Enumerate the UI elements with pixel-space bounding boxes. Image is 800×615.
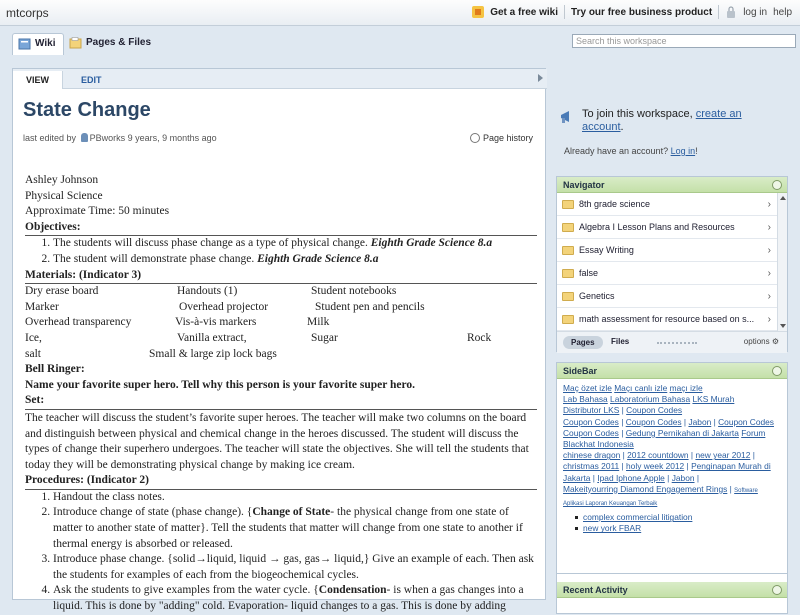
procedure-text: - the physical change from one state of matter to another state of matter}. Tell the students that matter will change from one state to another if thermal energy is absorbed or released. — [53, 506, 523, 550]
objective-item — [53, 252, 537, 268]
objectives-heading: Objectives: — [25, 220, 537, 237]
recent-activity-panel — [556, 574, 788, 614]
procedure-text: Ask the students to give examples from the water cycle. { — [53, 584, 319, 597]
try-business-link[interactable]: Try our free business product — [571, 6, 713, 18]
already-text: Already have an account? — [564, 146, 669, 156]
chevron-right-icon[interactable]: › — [767, 314, 771, 325]
sidebar-link[interactable]: Penginapan Murah di Jakarta — [563, 461, 771, 483]
folder-icon — [562, 246, 574, 255]
doc-subject: Physical Science — [25, 189, 103, 202]
meta-time: 9 years, 9 months ago — [127, 133, 217, 143]
chevron-right-icon[interactable]: › — [767, 268, 771, 279]
bell-ringer-text: Name your favorite super hero. Tell why this person is your favorite super hero. — [25, 378, 416, 391]
objectives-list — [53, 236, 537, 267]
top-bar — [0, 0, 800, 26]
objective-tag: Eighth Grade Science 8.a — [257, 252, 379, 265]
clock-icon — [470, 133, 480, 143]
materials-row — [25, 315, 537, 331]
navigator-scrollbar[interactable] — [777, 193, 787, 331]
material-cell: Overhead transparency — [25, 316, 132, 329]
user-icon — [81, 133, 88, 142]
already-have-account — [564, 146, 698, 156]
sidebar-link[interactable]: Gedung Pernikahan di Jakarta — [625, 427, 739, 438]
join-text — [582, 108, 782, 134]
navigator-item[interactable] — [557, 239, 787, 262]
sidebar-link[interactable]: Software — [734, 487, 758, 494]
join-prefix: To join this workspace, — [582, 108, 693, 120]
material-cell: Marker — [25, 300, 59, 313]
material-cell: Rock — [467, 331, 492, 344]
site-name[interactable]: mtcorps — [6, 6, 49, 20]
sidebar-link[interactable]: 2012 countdown — [627, 450, 689, 461]
join-suffix: . — [620, 121, 624, 133]
top-right-links — [472, 5, 792, 19]
procedure-text: Introduce change of state (phase change). { — [53, 506, 253, 519]
navigator-item[interactable] — [557, 262, 787, 285]
sidebar-list — [575, 512, 781, 534]
materials-row — [25, 300, 537, 316]
bell-ringer-heading: Bell Ringer: — [25, 363, 85, 376]
tab-files[interactable]: Files — [611, 337, 630, 346]
page-tabs — [13, 69, 547, 89]
objective-text: The student will demonstrate phase change. — [53, 252, 255, 265]
join-box — [556, 96, 788, 166]
main-panel — [12, 68, 546, 613]
chevron-right-icon[interactable]: › — [767, 222, 771, 233]
options-label: options — [743, 337, 770, 346]
procedure-term: Condensation — [318, 584, 387, 597]
login-suffix: ! — [695, 146, 698, 156]
doc-time: Approximate Time: 50 minutes — [25, 205, 170, 218]
sidebar-link[interactable]: Coupon Codes — [563, 427, 619, 438]
sidebar-link[interactable]: Maç özet izle — [563, 383, 612, 393]
procedures-heading: Procedures: (Indicator 2) — [25, 473, 537, 490]
page-history-label: Page history — [482, 133, 533, 143]
pages-files-icon — [69, 37, 82, 49]
lock-icon — [725, 6, 737, 18]
procedure-term: Change of State — [252, 506, 331, 519]
material-cell: Overhead projector — [179, 300, 269, 313]
navigator-item[interactable] — [557, 308, 787, 331]
get-free-wiki-link[interactable]: Get a free wiki — [490, 6, 559, 18]
collapse-arrow-icon[interactable] — [538, 74, 543, 82]
wiki-logo-icon — [472, 6, 484, 18]
procedure-item — [53, 505, 537, 552]
navigator-footer — [557, 331, 787, 353]
chevron-right-icon[interactable]: › — [767, 245, 771, 256]
log-in-link[interactable]: log in — [743, 6, 768, 18]
scroll-up-icon[interactable] — [780, 196, 786, 200]
materials-row — [25, 331, 537, 347]
tab-view[interactable]: VIEW — [13, 71, 63, 89]
log-in-link[interactable]: Log in — [670, 146, 696, 156]
sidebar-title: SideBar — [563, 366, 598, 376]
page-title: State Change — [23, 99, 151, 121]
meta-author[interactable]: PBworks — [89, 133, 126, 143]
folder-icon — [562, 200, 574, 209]
procedure-item — [53, 490, 537, 506]
sidebar-link[interactable]: Forum Blackhat Indonesia — [563, 427, 766, 450]
collapse-icon[interactable] — [772, 585, 782, 595]
tab-edit[interactable]: EDIT — [81, 75, 102, 85]
sidebar-link[interactable]: Ipad Iphone Apple — [597, 472, 665, 483]
sidebar-link[interactable]: Jabon — [671, 472, 695, 483]
objective-item — [53, 236, 537, 252]
options-button[interactable]: options ⚙ — [743, 337, 779, 346]
sidebar-list-link[interactable]: complex commercial litigation — [583, 512, 693, 523]
nav-bar — [0, 26, 800, 56]
material-cell: Milk — [307, 316, 330, 329]
procedure-item — [53, 583, 537, 614]
page-meta — [23, 133, 217, 143]
sidebar-link[interactable]: Coupon Codes — [718, 416, 774, 427]
megaphone-icon — [560, 110, 576, 124]
tab-pages-files-label: Pages & Files — [86, 37, 152, 48]
sidebar-link[interactable]: maçı izle — [669, 383, 703, 393]
navigator-item-label: Algebra I Lesson Plans and Resources — [579, 222, 735, 232]
material-cell: Student pen and pencils — [315, 300, 425, 313]
material-cell: Sugar — [311, 331, 338, 344]
list-item — [575, 512, 781, 523]
divider — [718, 5, 719, 19]
material-cell: Ice, — [25, 331, 42, 344]
material-cell: Student notebooks — [311, 285, 397, 298]
material-cell: Handouts (1) — [177, 285, 238, 298]
navigator-item-label: math assessment for resource based on s... — [579, 314, 755, 324]
help-link[interactable]: help — [773, 6, 792, 18]
sidebar-link[interactable]: Coupon Codes — [626, 405, 683, 416]
sidebar-link[interactable]: holy week 2012 — [626, 461, 685, 472]
meta-prefix: last edited by — [23, 133, 77, 143]
navigator-item-label: false — [579, 268, 599, 278]
search-input[interactable] — [572, 34, 796, 48]
recent-activity-title: Recent Activity — [563, 585, 628, 595]
sidebar-link[interactable]: Laboratorium Bahasa — [610, 394, 691, 405]
collapse-icon[interactable] — [772, 180, 782, 190]
tab-wiki[interactable] — [12, 33, 64, 55]
tab-pages[interactable]: Pages — [563, 336, 603, 349]
create-account-link[interactable]: create an account — [582, 108, 742, 133]
sidebar-panel — [556, 362, 788, 574]
search-placeholder: Search this workspace — [576, 36, 667, 46]
procedure-text: - is when a gas changes into a liquid. This is done by "adding" cold. Evaporation- liquid changes to a gas. This is done by adding — [53, 584, 524, 613]
sidebar-body: Maç özet izle Maçı canlı izle maçı izle Lab Bahasa Laboratorium Bahasa LKS Murah Distributor LKS | Coupon Codes Coupon Codes | Coupon Codes | Jabon | Coupon Codes Coupon Codes | Gedung Pernikahan di Jakarta Forum Blackhat Indonesia chinese dragon | 2012 countdown | new year 2012 | christmas 2011 | holy week 2012 | Penginapan Murah di Jakarta | Ipad Iphone Apple | Jabon | Makeityourring Diamond Engagement Rings | Software Aplikasi Laporan Keuangan Terbaik complex commercial litigation new york FBAR — [557, 379, 787, 535]
material-cell: Dry erase board — [25, 285, 99, 298]
sidebar-link[interactable]: LKS Murah — [692, 394, 735, 405]
sidebar-link[interactable]: Makeityourring Diamond Engagement Rings — [563, 483, 728, 494]
navigator-item-label: Genetics — [579, 291, 615, 301]
sidebar-link[interactable]: Coupon Codes — [625, 416, 682, 427]
folder-icon — [562, 223, 574, 232]
navigator-item[interactable] — [557, 193, 787, 216]
sidebar-link[interactable]: Aplikasi Laporan Keuangan Terbaik — [563, 501, 658, 508]
material-cell: salt — [25, 347, 41, 360]
set-heading: Set: — [25, 393, 537, 410]
materials-row — [25, 347, 537, 363]
document-body — [25, 173, 537, 615]
set-text: The teacher will discuss the student’s favorite super heroes. The teacher will make two columns on the board and distinguish between physical and chemical change in the heroes discussed. The student will discuss the types of change their superhero undergoes. The teacher will state the objectives. She will tell the students that today they will be demonstrating physical change by making ice cream. — [25, 411, 529, 471]
navigator-item-label: 8th grade science — [579, 199, 651, 209]
sidebar-link[interactable]: Coupon Codes — [563, 416, 619, 427]
sidebar-link[interactable]: Jabon — [688, 416, 712, 427]
sidebar-link[interactable]: Distributor LKS — [563, 405, 620, 416]
sidebar-link[interactable]: chinese dragon — [563, 450, 621, 461]
folder-icon — [562, 292, 574, 301]
procedure-text: Introduce phase change. {solid→liquid, liquid → gas, gas→ liquid,} Give an example of each. Then ask the students for examples of each from the biogeochemical cycles. — [53, 553, 534, 581]
material-cell: Vis-à-vis markers — [175, 316, 257, 329]
folder-icon — [562, 269, 574, 278]
material-cell: Small & large zip lock bags — [149, 347, 277, 360]
sidebar-list-link[interactable]: new york FBAR — [583, 523, 642, 534]
objective-text: The students will discuss phase change as a type of physical change. — [53, 237, 368, 250]
navigator-title: Navigator — [563, 180, 605, 190]
collapse-icon[interactable] — [772, 366, 782, 376]
sidebar-link[interactable]: Maçı canlı izle — [614, 383, 668, 393]
doc-author: Ashley Johnson — [25, 174, 99, 186]
chevron-right-icon[interactable]: › — [767, 291, 771, 302]
procedures-list — [53, 490, 537, 615]
recent-activity-header — [557, 582, 787, 598]
navigator-item[interactable] — [557, 216, 787, 239]
scroll-down-icon[interactable] — [780, 324, 786, 328]
list-item — [575, 523, 781, 534]
tab-pages-files[interactable] — [64, 33, 159, 55]
sidebar-header — [557, 363, 787, 379]
tab-wiki-label: Wiki — [35, 38, 56, 49]
materials-row — [25, 284, 537, 300]
procedure-item — [53, 552, 537, 583]
chevron-right-icon[interactable]: › — [767, 199, 771, 210]
wiki-icon — [18, 38, 31, 50]
sidebar-link[interactable]: christmas 2011 — [563, 461, 620, 472]
folder-icon — [562, 315, 574, 324]
navigator-panel — [556, 176, 788, 352]
objective-tag: Eighth Grade Science 8.a — [370, 237, 493, 250]
procedure-text: Handout the class notes. — [53, 490, 165, 503]
resize-handle[interactable] — [657, 342, 697, 344]
sidebar-link[interactable]: Lab Bahasa — [563, 394, 608, 405]
divider — [564, 5, 565, 19]
navigator-header — [557, 177, 787, 193]
materials-heading: Materials: (Indicator 3) — [25, 268, 537, 285]
navigator-item-label: Essay Writing — [579, 245, 634, 255]
material-cell: Vanilla extract, — [177, 331, 247, 344]
right-column — [556, 96, 788, 595]
page-history-link[interactable] — [470, 133, 533, 143]
navigator-item[interactable] — [557, 285, 787, 308]
sidebar-link[interactable]: new year 2012 — [695, 450, 751, 461]
